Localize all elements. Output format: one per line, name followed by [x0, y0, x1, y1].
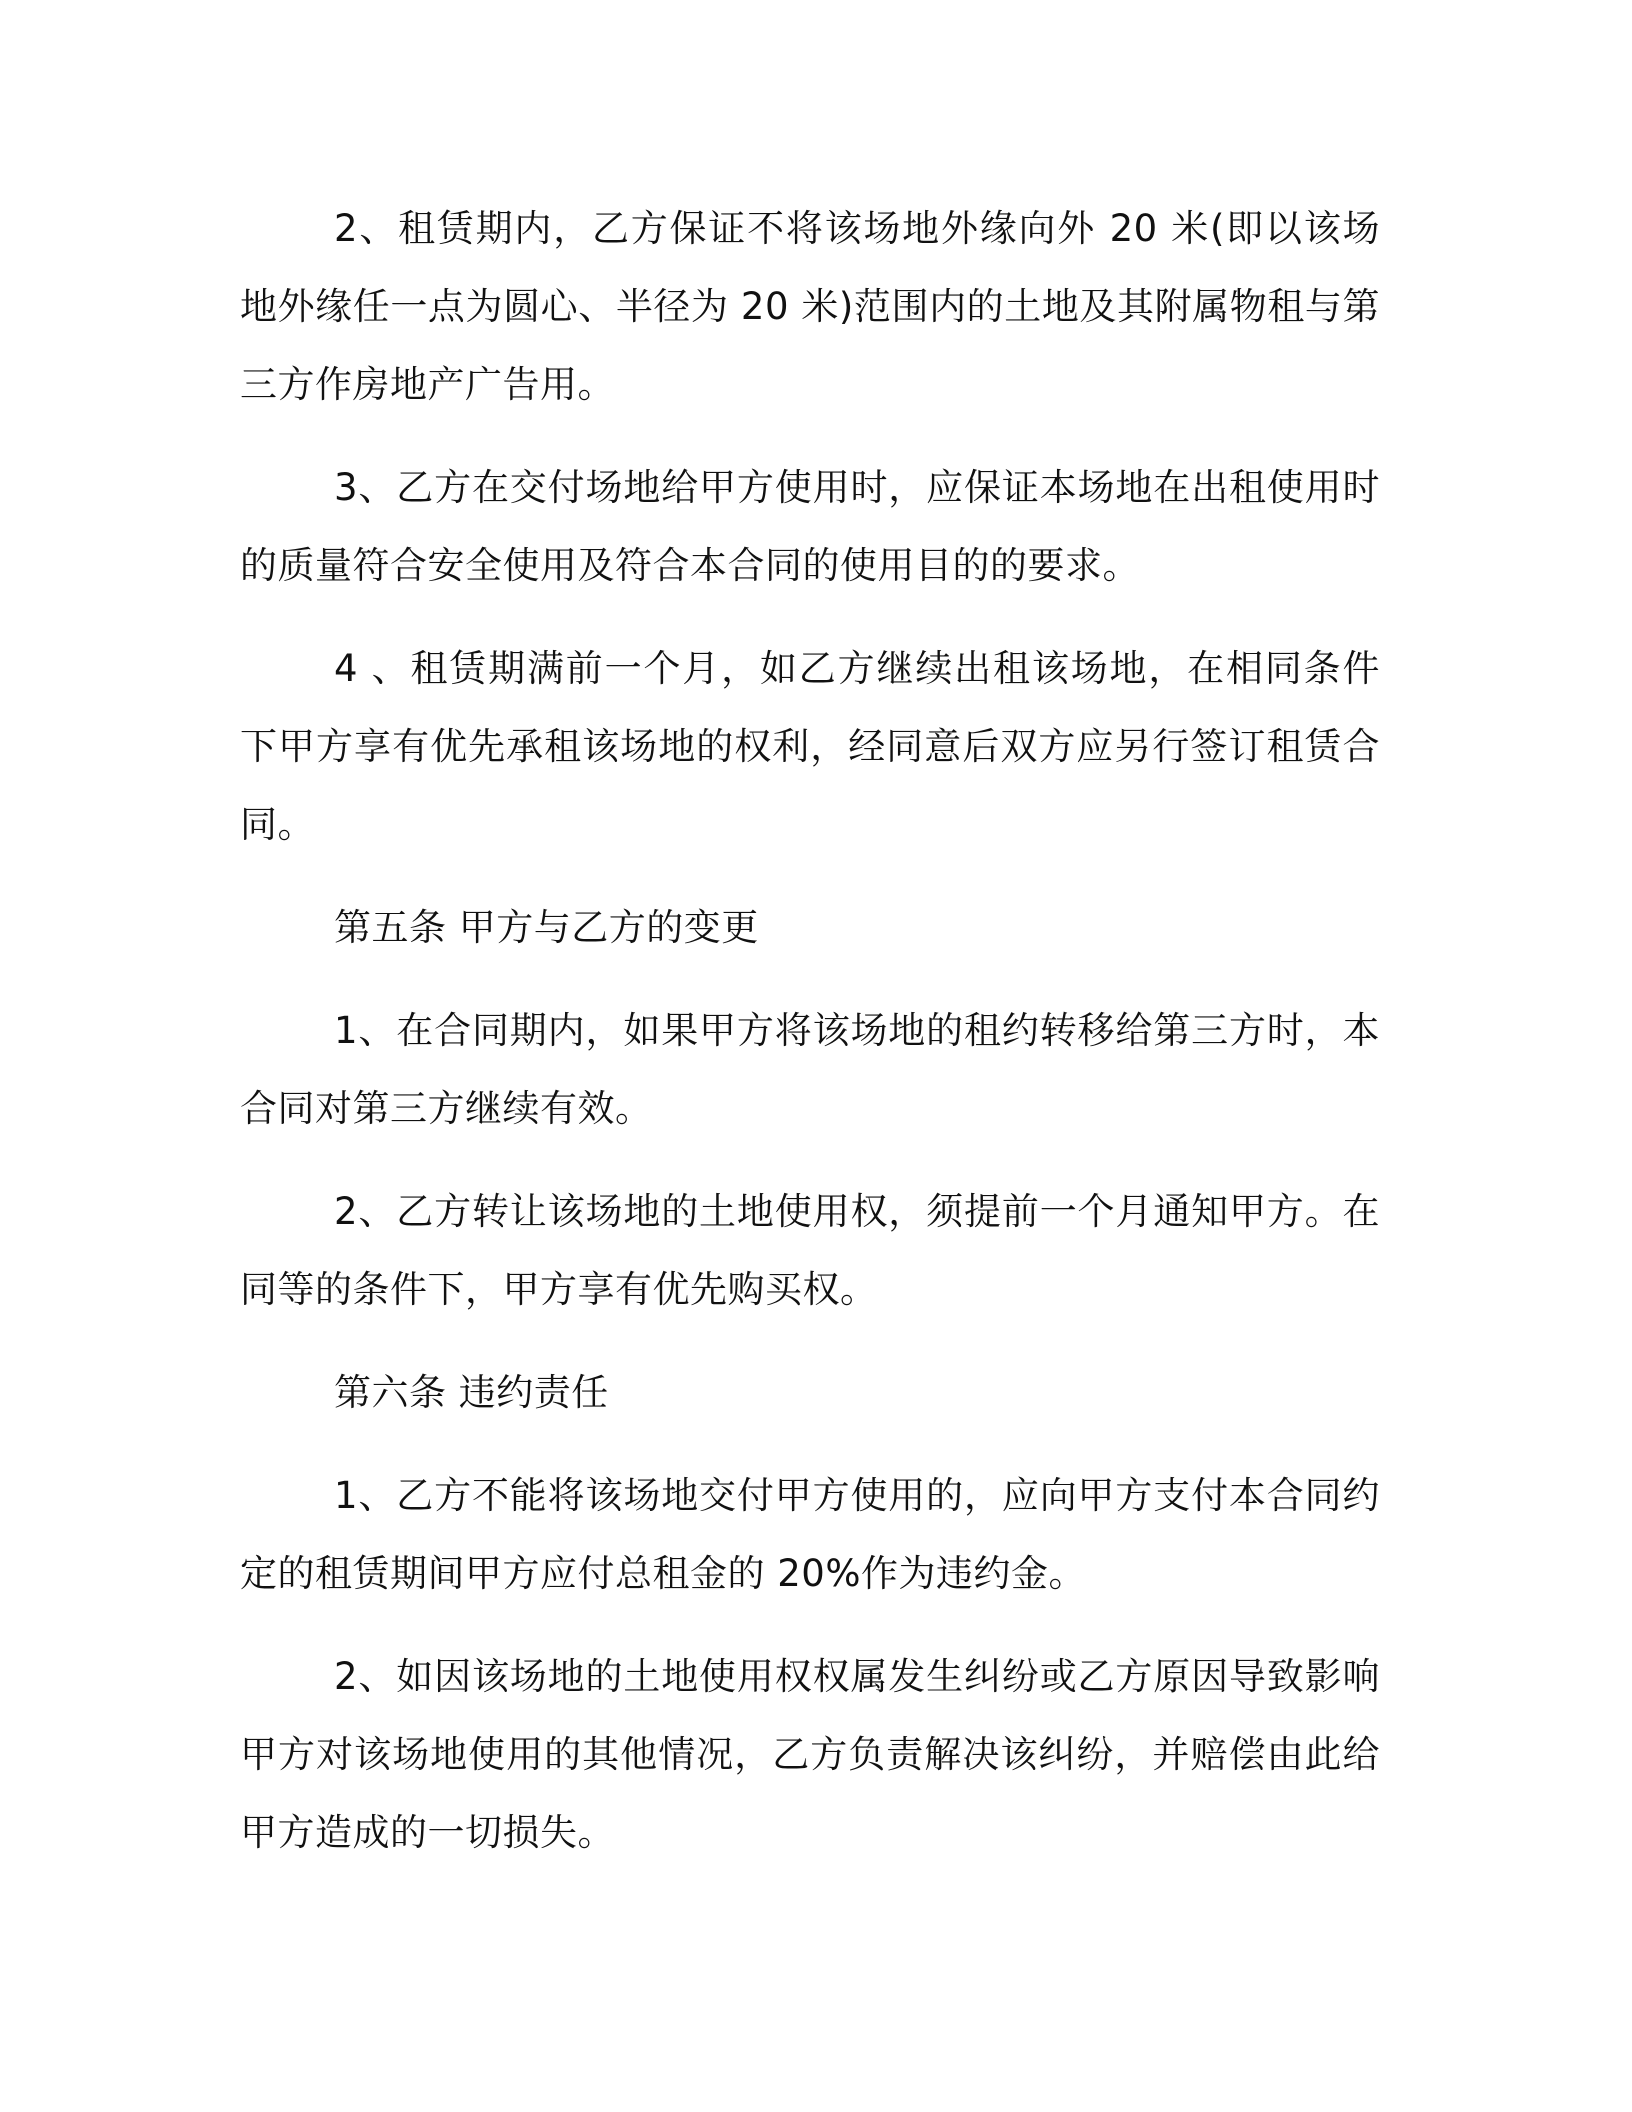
clause-paragraph: 2、如因该场地的土地使用权权属发生纠纷或乙方原因导致影响甲方对该场地使用的其他情况，乙方负责解决该纠纷，并赔偿由此给甲方造成的一切损失。 [240, 1655, 1380, 1854]
clause-paragraph: 1、乙方不能将该场地交付甲方使用的，应向甲方支付本合同约定的租赁期间甲方应付总租金的 20%作为违约金。 [240, 1474, 1380, 1595]
section-heading: 第五条 甲方与乙方的变更 [334, 906, 759, 949]
clause-paragraph: 2、租赁期内，乙方保证不将该场地外缘向外 20 米(即以该场地外缘任一点为圆心、半径为 20 米)范围内的土地及其附属物租与第三方作房地产广告用。 [240, 207, 1380, 406]
clause-paragraph: 1、在合同期内，如果甲方将该场地的租约转移给第三方时，本合同对第三方继续有效。 [240, 1009, 1380, 1130]
clause-paragraph: 4 、租赁期满前一个月，如乙方继续出租该场地，在相同条件下甲方享有优先承租该场地的权利，经同意后双方应另行签订租赁合同。 [240, 647, 1380, 846]
clause-paragraph: 2、乙方转让该场地的土地使用权，须提前一个月通知甲方。在同等的条件下，甲方享有优先购买权。 [240, 1190, 1380, 1311]
clause-paragraph: 3、乙方在交付场地给甲方使用时，应保证本场地在出租使用时的质量符合安全使用及符合本合同的使用目的的要求。 [240, 466, 1380, 587]
section-heading: 第六条 违约责任 [334, 1371, 609, 1414]
document-page [240, 190, 1380, 1897]
